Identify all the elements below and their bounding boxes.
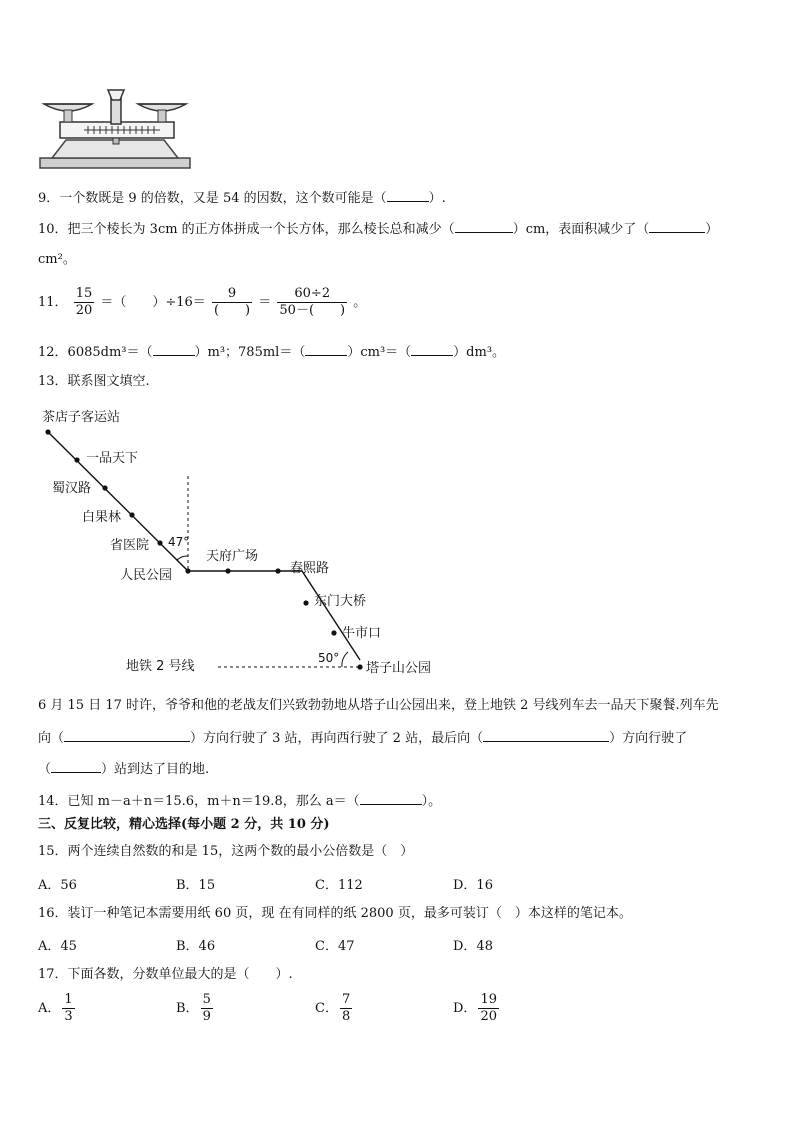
q17-option-letter: A．: [38, 1001, 61, 1016]
q15-stem: 15．两个连续自然数的和是 15，这两个数的最小公倍数是（ ）: [38, 844, 414, 859]
section-3-title-text: 三、反复比较，精心选择(每小题 2 分，共 10 分): [38, 817, 330, 832]
q13-title-text: 13．联系图文填空.: [38, 374, 150, 389]
station-dot-shuhanlu: [102, 485, 107, 490]
q12-text-d: ）dm³。: [453, 345, 506, 360]
station-label: 天府广场: [206, 549, 259, 564]
q9-answer-blank[interactable]: [387, 188, 429, 202]
question-13-paragraph-2: [38, 728, 687, 748]
q13-blank-direction-2[interactable]: [483, 728, 609, 742]
question-13-paragraph-3: [38, 759, 209, 779]
q13-blank-direction-1[interactable]: [64, 728, 190, 742]
q10-text: 10．把三个棱长为 3cm 的正方体拼成一个长方体，那么棱长总和减少（: [38, 222, 455, 237]
q17-option-c[interactable]: [315, 992, 354, 1025]
station-label: 蜀汉路: [52, 481, 92, 496]
q13-text-2c: ）方向行驶了: [609, 731, 688, 746]
q13-blank-stops[interactable]: [51, 759, 101, 773]
q11-number: 11．: [38, 295, 68, 310]
station-dot-tazishan: [357, 664, 362, 669]
station-dot-yipintianxia: [74, 457, 79, 462]
question-12: [38, 342, 505, 362]
q13-text-2b: ）方向行驶了 3 站，再向西行驶了 2 站，最后向（: [190, 731, 484, 746]
q13-text-3a: （: [38, 762, 52, 777]
q12-blank-1[interactable]: [153, 342, 195, 356]
question-10-unit: [38, 251, 76, 269]
station-dot-baiguolin: [129, 512, 134, 517]
q12-blank-3[interactable]: [411, 342, 453, 356]
station-label: 塔子山公园: [366, 661, 432, 676]
q11-equation-1: ＝（ ）÷16＝: [100, 295, 206, 310]
question-13-title: [38, 373, 150, 391]
balance-scale-illustration: [38, 84, 198, 174]
q17-option-letter: B．: [176, 1001, 199, 1016]
question-17: [38, 966, 293, 984]
q17-fraction-c: $\frac{7}{8}$: [341, 992, 351, 1024]
q13-text-2a: 向（: [38, 731, 65, 746]
q17-option-b[interactable]: [176, 992, 215, 1025]
station-label: 省医院: [110, 538, 150, 553]
question-9: [38, 188, 446, 208]
q12-blank-2[interactable]: [305, 342, 347, 356]
station-dot-niushikou: [331, 630, 336, 635]
q16-option-d[interactable]: D．48: [453, 939, 493, 954]
question-11: [38, 283, 366, 323]
q17-option-a[interactable]: [38, 992, 77, 1025]
q14-blank[interactable]: [360, 791, 422, 805]
metro-line-label: 地铁 2 号线: [126, 659, 195, 674]
q14-text-end: ）。: [421, 794, 442, 809]
station-dot-tianfuguangchang: [225, 568, 230, 573]
q15-option-d[interactable]: D．16: [453, 878, 493, 893]
q17-stem: 17．下面各数，分数单位最大的是（ ）.: [38, 967, 293, 982]
q17-fraction-b: $\frac{5}{9}$: [202, 992, 211, 1024]
angle-label-47: 47°: [168, 535, 190, 549]
q15-option-b[interactable]: B．15: [176, 878, 216, 893]
question-14: [38, 791, 441, 811]
station-dot-chadianzi: [45, 429, 50, 434]
q16-option-c[interactable]: C．47: [315, 939, 355, 954]
q12-text-a: 12．6085dm³＝（: [38, 345, 153, 360]
question-13-paragraph-1: [38, 697, 719, 715]
station-label: 人民公园: [120, 568, 173, 583]
station-label: 茶店子客运站: [42, 410, 121, 425]
q11-fraction-1: $\frac{15}{20}$: [75, 286, 93, 318]
station-label: 白果林: [82, 510, 122, 525]
q10-text-end: ）: [705, 222, 719, 237]
angle-label-50: 50°: [318, 651, 340, 665]
q10-blank-2[interactable]: [649, 219, 705, 233]
q17-option-d[interactable]: [453, 992, 501, 1025]
question-15: [38, 843, 413, 861]
q16-option-a[interactable]: A．45: [38, 939, 77, 954]
q13-text-1: 6 月 15 日 17 时许，爷爷和他的老战友们兴致勃勃地从塔子山公园出来，登上地铁 2 号线列车去一品天下聚餐.列车先: [38, 698, 719, 713]
station-label: 一品天下: [86, 451, 139, 466]
q17-option-letter: C．: [315, 1001, 338, 1016]
q9-text-end: ）.: [428, 191, 446, 206]
station-label: 牛市口: [342, 626, 382, 641]
station-label: 春熙路: [290, 561, 330, 576]
q16-option-b[interactable]: B．46: [176, 939, 216, 954]
station-dot-shengyiyuan: [157, 540, 162, 545]
q11-fraction-2[interactable]: $\frac{9}{( )}$: [213, 286, 251, 318]
station-dot-chunxilu: [275, 568, 280, 573]
q10-unit-text: cm²。: [38, 252, 76, 267]
section-3-title: [38, 816, 330, 834]
question-10: [38, 219, 718, 239]
q10-blank-1[interactable]: [455, 219, 513, 233]
station-label: 东门大桥: [314, 594, 367, 609]
question-16: [38, 905, 632, 923]
q15-option-a[interactable]: A．56: [38, 878, 77, 893]
q11-end: 。: [353, 295, 367, 310]
q11-equals: ＝: [258, 295, 272, 310]
q17-option-letter: D．: [453, 1001, 477, 1016]
q12-text-c: ）cm³＝（: [347, 345, 412, 360]
q17-fraction-d: $\frac{19}{20}$: [480, 992, 497, 1024]
q17-fraction-a: $\frac{1}{3}$: [64, 992, 73, 1024]
q11-fraction-3[interactable]: $\frac{60\div 2}{50-( )}$: [279, 286, 346, 318]
q10-text-mid: ）cm，表面积减少了（: [512, 222, 650, 237]
q13-text-3b: ）站到达了目的地.: [101, 762, 210, 777]
q15-option-c[interactable]: C．112: [315, 878, 363, 893]
q12-text-b: ）m³；785ml＝（: [194, 345, 306, 360]
q16-stem: 16．装订一种笔记本需要用纸 60 页，现 在有同样的纸 2800 页，最多可装订（ ）本这样的笔记本。: [38, 906, 632, 921]
q9-text: 9．一个数既是 9 的倍数，又是 54 的因数，这个数可能是（: [38, 191, 387, 206]
station-dot-renmingongyuan: [185, 568, 190, 573]
station-dot-dongmendaqiao: [303, 600, 308, 605]
q14-text: 14．已知 m－a＋n＝15.6，m＋n＝19.8，那么 a＝（: [38, 794, 360, 809]
metro-line-map: [30, 400, 470, 685]
